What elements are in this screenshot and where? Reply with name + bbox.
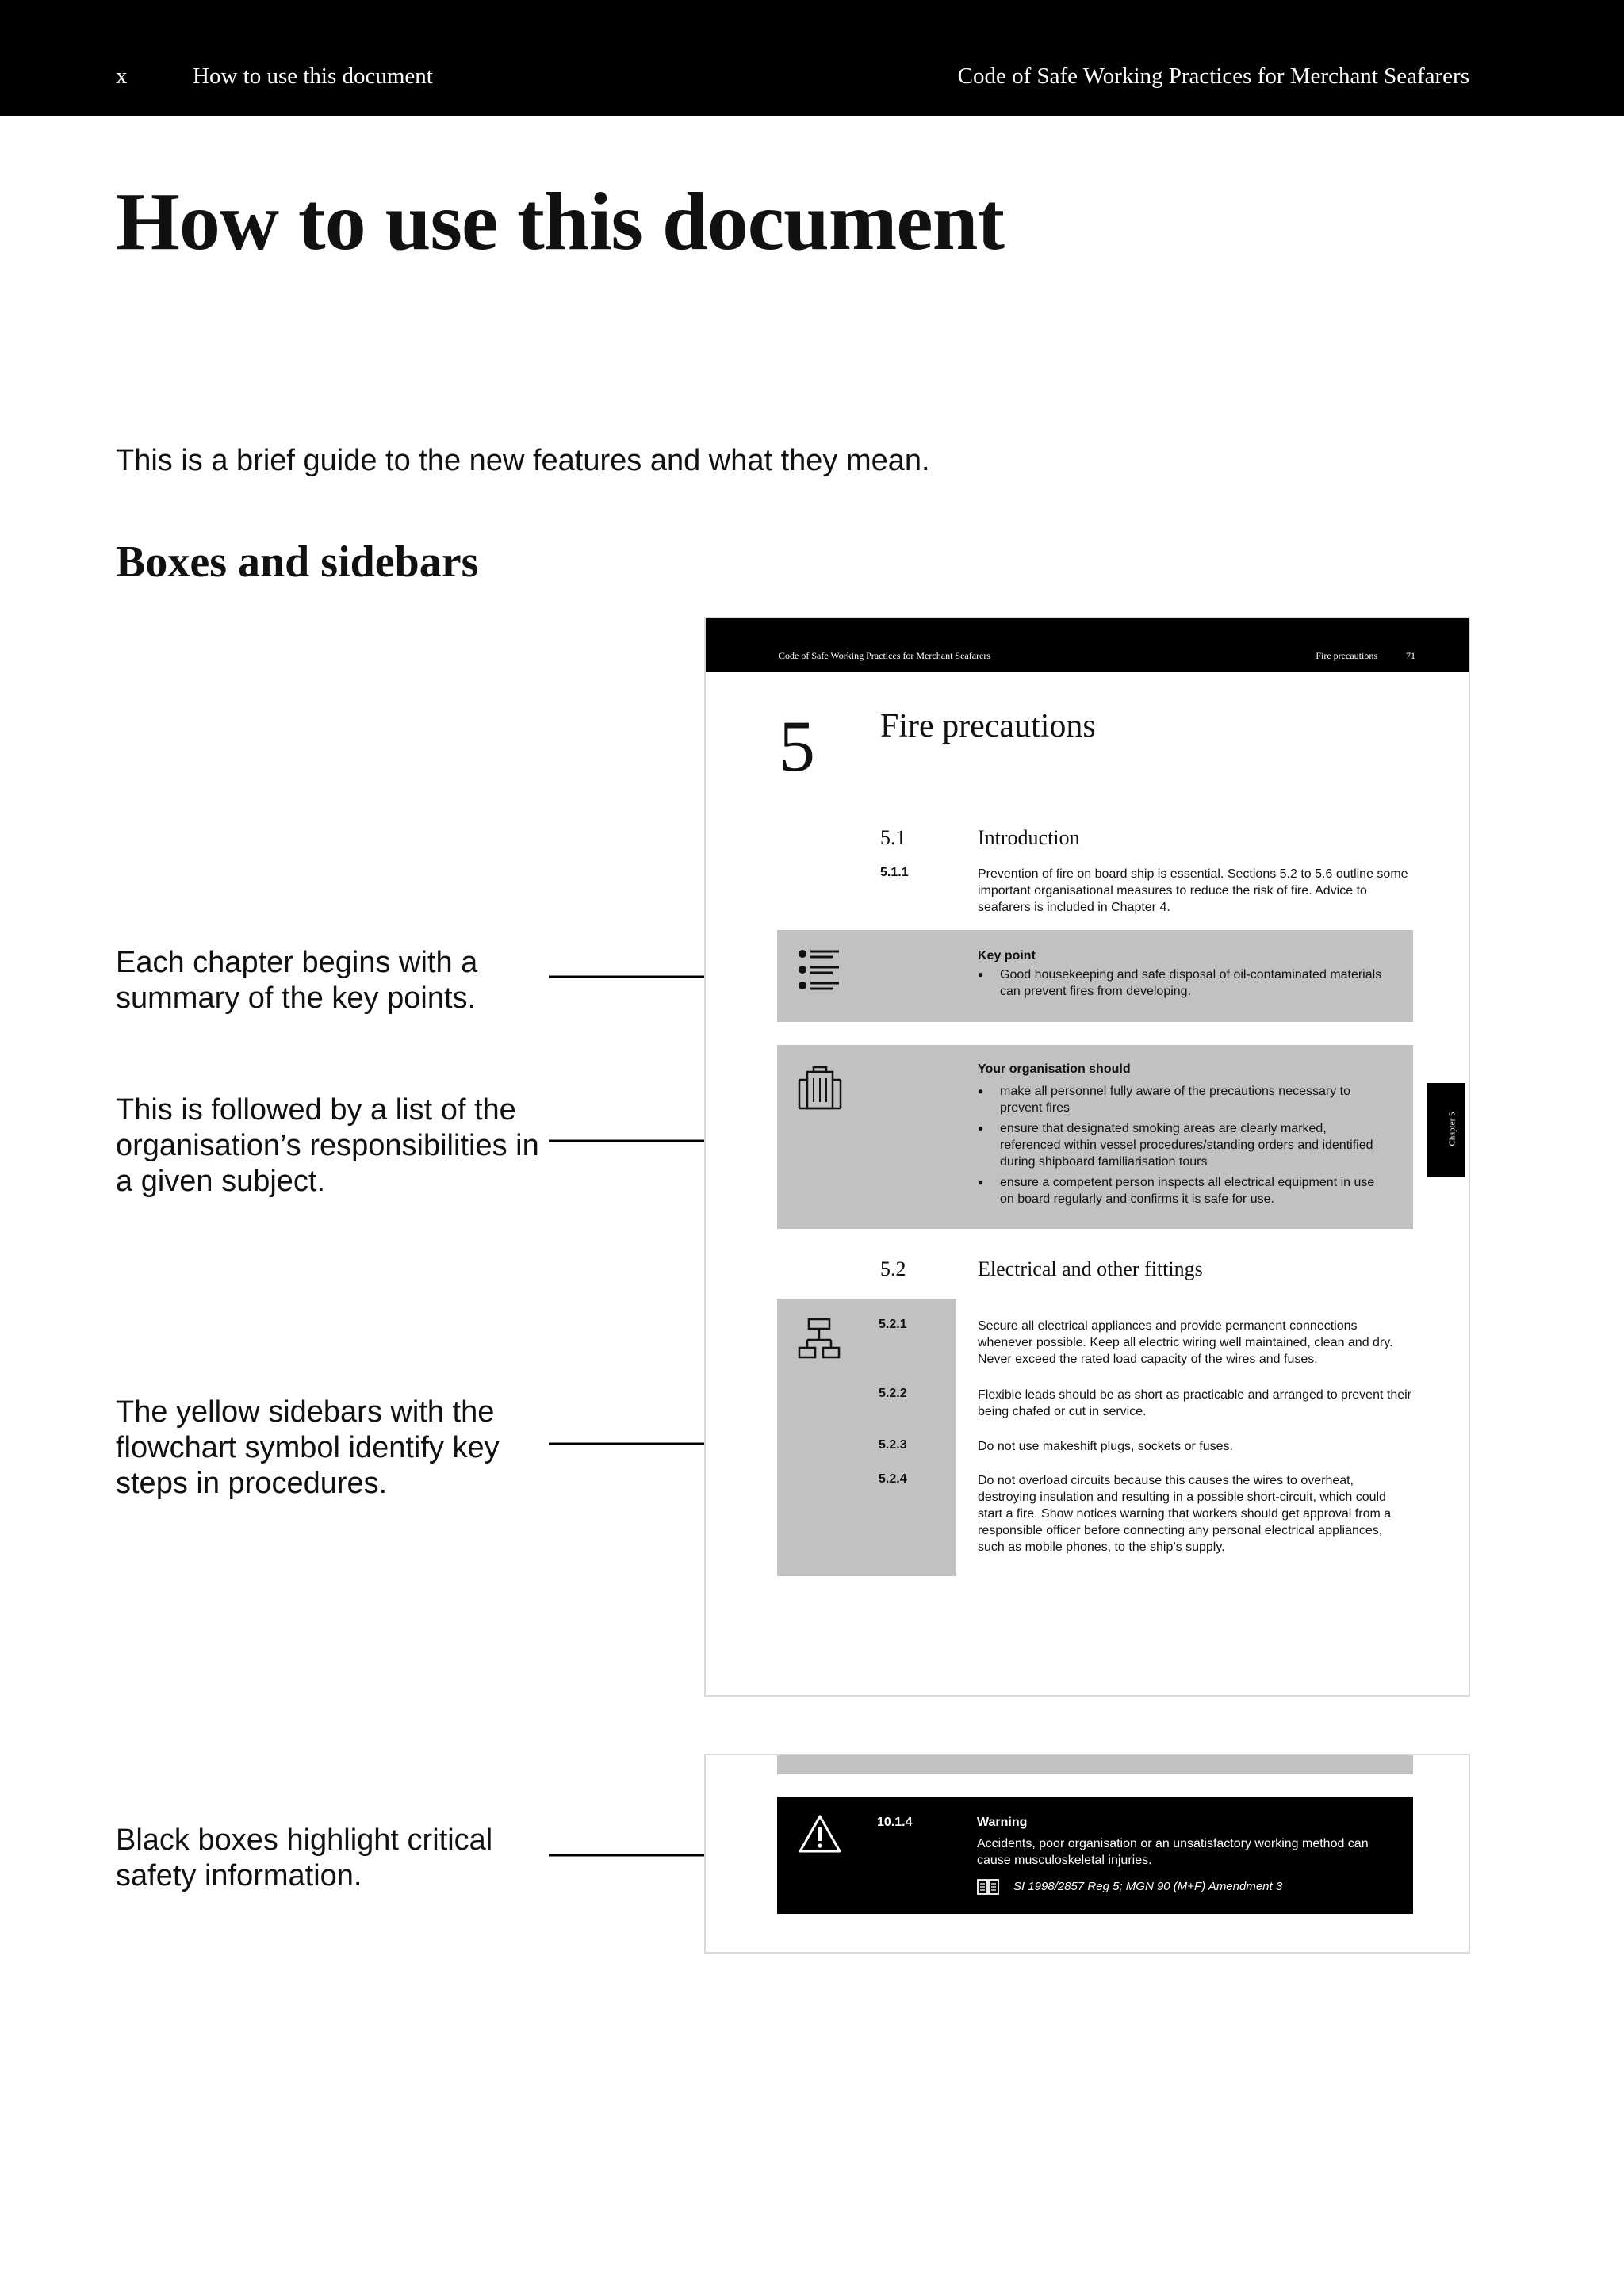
page-number: x xyxy=(116,63,128,89)
key-point-title: Key point xyxy=(978,949,1036,962)
chapter-side-tab xyxy=(1427,1083,1465,1177)
subsection-number: 5.2.4 xyxy=(879,1472,907,1486)
header-publication-title: Code of Safe Working Practices for Merchant Seafarers xyxy=(957,63,1469,89)
page-title: How to use this document xyxy=(116,176,1005,267)
building-icon xyxy=(798,1066,842,1110)
note-black-boxes: Black boxes highlight critical safety information. xyxy=(116,1823,493,1892)
note-sidebars: The yellow sidebars with the flowchart symbol identify key steps in procedures. xyxy=(116,1395,500,1500)
subsection-text: Do not overload circuits because this causes the wires to overheat, destroying insulation and resulting in a possible short-circuit, which could start a fire. Show notices warning that workers should get approval from a responsible officer before connecting any personal electrical appliances, such as mobile phones, to the ship’s supply. xyxy=(978,1474,1392,1554)
subsection-text: Flexible leads should be as short as practicable and arranged to prevent their being chafed or cut in service. xyxy=(978,1388,1411,1418)
flowchart-icon xyxy=(798,1318,841,1360)
note-key-points: Each chapter begins with a summary of the key points. xyxy=(116,946,478,1015)
warning-icon xyxy=(798,1814,842,1854)
subsection-text: Do not use makeshift plugs, sockets or fuses. xyxy=(978,1440,1233,1453)
organisation-item: ● ensure a competent person inspects all electrical equipment in use on board regularly and confirms it is safe for use. xyxy=(978,1174,1390,1207)
book-icon xyxy=(977,1878,999,1896)
preview-running-header xyxy=(706,618,1469,672)
subsection-text: Prevention of fire on board ship is essential. Sections 5.2 to 5.6 outline some important organisational measures to reduce the risk of fire. Advice to seafarers is included in Chapter 4. xyxy=(978,867,1408,914)
section-heading: Boxes and sidebars xyxy=(116,538,479,587)
key-point-item: ● Good housekeeping and safe disposal of oil-contaminated materials can prevent fires from developing. xyxy=(978,966,1390,1000)
warning-title: Warning xyxy=(977,1816,1028,1829)
subsection-number: 5.2.2 xyxy=(879,1387,907,1400)
preview-page-number: 71 xyxy=(1406,650,1415,661)
subsection-number: 5.2.1 xyxy=(879,1318,907,1331)
warning-text: Accidents, poor organisation or an unsatisfactory working method can cause musculoskeletal injuries. xyxy=(977,1837,1369,1867)
chapter-side-tab-label: Chapter 5 xyxy=(1447,1112,1457,1146)
organisation-item: ● make all personnel fully aware of the precautions necessary to prevent fires xyxy=(978,1083,1390,1116)
running-header xyxy=(0,0,1624,116)
subsection-number: 5.2.3 xyxy=(879,1438,907,1452)
warning-reference: SI 1998/2857 Reg 5; MGN 90 (M+F) Amendment 3 xyxy=(1013,1880,1283,1893)
chapter-title: Fire precautions xyxy=(880,708,1096,744)
chapter-number: 5 xyxy=(779,706,815,786)
section-title: Introduction xyxy=(978,826,1080,849)
preview-header-left: Code of Safe Working Practices for Merchant Seafarers xyxy=(779,650,991,661)
organisation-item: ● ensure that designated smoking areas are clearly marked, referenced within vessel procedures/standing orders and identified during shipboard familiarisation tours xyxy=(978,1120,1390,1170)
section-number: 5.1 xyxy=(880,826,906,849)
warning-box-preview xyxy=(704,1754,1470,1954)
organisation-box xyxy=(777,1045,1413,1229)
sample-page-preview xyxy=(704,617,1470,1697)
header-section-title: How to use this document xyxy=(193,63,433,89)
procedure-sidebar xyxy=(777,1299,956,1576)
subsection-text: Secure all electrical appliances and provide permanent connections whenever possible. Keep all electric wiring well maintained, clean and dry. Never exceed the rated load capacity of the wires and fuses. xyxy=(978,1319,1393,1366)
preview-header-right: Fire precautions xyxy=(1316,650,1377,661)
section-title: Electrical and other fittings xyxy=(978,1257,1203,1280)
note-responsibilities: This is followed by a list of the organisation’s responsibilities in a given subject. xyxy=(116,1093,539,1198)
intro-paragraph: This is a brief guide to the new features and what they mean. xyxy=(116,444,930,477)
key-point-box xyxy=(777,930,1413,1022)
organisation-box-title: Your organisation should xyxy=(978,1062,1131,1076)
section-number: 5.2 xyxy=(880,1257,906,1280)
list-icon xyxy=(798,947,842,995)
warning-box xyxy=(777,1797,1413,1914)
grey-strip xyxy=(777,1755,1413,1774)
warning-number: 10.1.4 xyxy=(877,1816,913,1829)
subsection-number: 5.1.1 xyxy=(880,866,909,879)
